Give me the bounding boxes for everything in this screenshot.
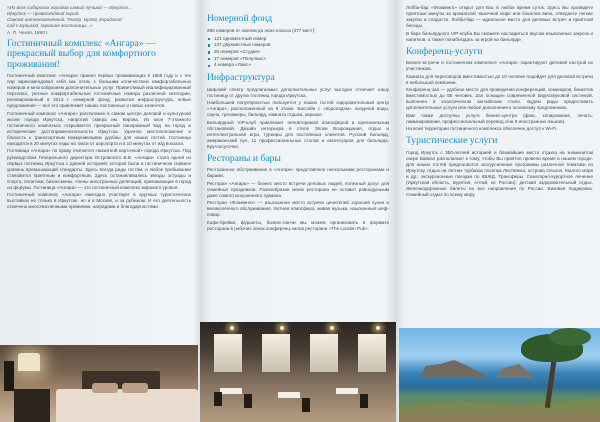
heading-restaurants: Рестораны и бары — [207, 152, 281, 164]
conference-text — [406, 60, 593, 132]
quote-author: А. П. Чехов, 1890 г. — [7, 29, 49, 35]
ceiling-light — [280, 326, 284, 330]
cliff-shape — [495, 364, 535, 378]
paragraph: Гостиничный комплекс «Ангара» ежегодно участвует в крупных туристических выставках не только в Иркутске, но и в Москве, и за рубежом. И его деятельность отмечена многочисленными премиями, наградами и благодарностями. — [7, 192, 191, 210]
column-right — [399, 0, 600, 422]
chekhov-quote — [7, 5, 191, 29]
paragraph: Конференц-зал — удобное место для проведения конференций, семинаров, банкетов вместимостью до 55 человек. Зал оснащен современной видеозвуковой системой, выполнен в классическом английском стиле. Будем рады предоставить дополнительные услуги или любое дополнение к основному предложению. — [406, 87, 593, 111]
paragraph: Комната для переговоров вместимостью до 10 человек подойдет для деловой встречи в небольшой компании. — [406, 73, 593, 85]
window-shape — [358, 334, 386, 372]
paragraph: Кофе-брейки, фуршеты, бизнес-ланчи мы можем организовать в формате ресторана в рабочих зонах конференц-залов ресторане «The London Pub». — [207, 219, 389, 231]
chair-shape — [214, 392, 222, 406]
paragraph: Ресторан «Ангара» — бизнес место встречи деловых людей, полезный досуг для семейных праздников. Разнообразие меню ресторана не оставит равнодушным даже самого искушенного гурмана. — [207, 180, 389, 198]
column-left — [0, 0, 198, 422]
infra-text — [207, 87, 389, 150]
pillow-shape — [122, 383, 148, 393]
bed-shape — [56, 389, 198, 422]
heading-rooms: Номерной фонд — [207, 13, 273, 24]
rooms-list — [207, 36, 389, 70]
paragraph: В баре бильярдного VIP-клуба Вы сможете насладиться вкусом изысканных закусок и напитков, а также понаблюдать за игрой на бильярде. — [406, 30, 593, 42]
quote-line: «Из всех сибирских городов самый лучший — Иркутск... — [7, 5, 132, 10]
ceiling-light — [230, 326, 234, 330]
list-item: 137 двухместных номеров — [207, 42, 389, 49]
paragraph: Город Иркутск с 350-летней историей и ближайшие место отдыха на знаменитом озере Байкал располагают к тому, чтобы Вы приятно провели время в нашем городе. Для наших гостей предлагаются экскурсионные программы различной тематики по Иркутску, отдых на летних турбазах поселка Листвянка, острова Ольхон, Малого моря и др.; экскурсионные поездки по КБЖД. Трансферы. Санаторно-курортное лечение (Иркутская область, Бурятия, Алтай, юг России); детский оздоровительный отдых. Железнодорожные билеты на все направления по России. Визовая поддержка. Семейный отдых по всему миру. — [406, 149, 593, 198]
cliff-shape — [419, 358, 489, 378]
paragraph: Ресторан «Фламинго» — изысканное место встречи ценителей хорошей кухни и великолепного обслуживания. Уютная атмосфера, живая музыка, изысканный шеф-повар. — [207, 200, 389, 218]
table-shape — [220, 388, 242, 394]
window-shape — [214, 334, 242, 372]
tourism-text — [406, 150, 593, 198]
paragraph: Широкий спектр предлагаемых дополнительных услуг выгодно отличает нашу гостиницу от других гостиниц города Иркутска. — [207, 86, 389, 98]
shore-shape — [399, 396, 600, 422]
pillow-shape — [92, 383, 118, 393]
col1-text — [7, 73, 191, 210]
ceiling-light — [330, 326, 334, 330]
paragraph: Гостиница «Ангара» по праву считается «визитной карточкой» города Иркутска. Под руководством Генерального директора Островского В.В. «Ангара» стала одной из первых гостиниц Иркутска с давней историей, которая была в гостиничном сервисе уровень превышающий стандарты. Здесь всегда рады гостям, и любое пребывание становится приятным и комфортным. Здесь останавливались звезды эстрады и спорта, политики, бизнесмены, члены иностранных делегаций, приезжающие в город на форумы. Гостиница «Ангара» — это гостиничный комплекс мирового уровня. — [7, 148, 191, 190]
ceiling-light — [376, 326, 380, 330]
paragraph: Лобби-бар «Фламинго» открыт для Вас в любое время суток. Здесь Вы проведете приятные минуты за ароматной чашечкой кофе или бокалом вина, отведаете легкие закуски и сладости. Лобби-бар — идеальное место для деловых встреч и приятной беседы. — [406, 5, 593, 29]
chair-shape — [244, 394, 252, 408]
baikal-lake-photo — [399, 328, 600, 422]
quote-line: Совсем интеллигентный. Театр, музей, городской — [7, 16, 122, 22]
list-item: 121 одноместный номер — [207, 36, 389, 43]
nightstand-shape — [14, 389, 50, 422]
table-shape — [336, 388, 358, 394]
quote-line: Иркутск — превосходный город. — [7, 10, 80, 16]
paragraph: Гостиничный комплекс «Ангара» расположен в самом центре деловой и культурной жизни города Иркутска, напротив сквера им. Кирова. Из окон 7-этажного гостиничного комплекса открывается прекрасный панорамный вид на город и исторические достопримечательности Иркутска. Удачное местоположение и близость к транспортным коммуникациям удобны для наших гостей. Гостиница находится в 20 минутах езды на такси от аэропорта и в 10 минутах от ж/д вокзала. — [7, 110, 191, 147]
heading-conference: Конференц-услуги — [406, 45, 483, 57]
window-shape — [310, 334, 338, 372]
list-item: 4 номера «Люкс» — [207, 62, 389, 69]
window-shape — [262, 334, 290, 372]
list-item: 20 номеров «Студия» — [207, 49, 389, 56]
rooms-intro: 296 номеров от эконом до люкс-класса (477 мест): — [207, 27, 316, 33]
paragraph: Ресторанное обслуживание в «Ангаре» представлено несколькими ресторанами и барами. — [207, 167, 389, 179]
tv-shape — [4, 361, 14, 391]
heading-tourism: Туристические услуги — [406, 135, 498, 147]
paragraph: Наибольшей популярностью пользуется у наших гостей оздоровительный центр «Ангара», расположенный на 8 этаже. Бассейн с «водопадом» лазурной воды, сауна, тренажеры, бильярд, комната отдыха, караоке. — [207, 100, 389, 118]
paragraph: На всей территории гостиничного комплекса обеспечен доступ к Wi-Fi. — [406, 126, 558, 132]
paragraph: Вам также доступны услуги бизнес-центра (факс, копирование, печать, ламинирование, профессиональный перевод с/на 9 иностранных языков). — [406, 112, 593, 124]
paragraph: Гостиничный комплекс «Ангара» принял первых проживающих в 1969 году и с тех пор зарекомендовал себя как отель с большим количеством комфортабельных номеров и многообразием дополнительных услуг. Приветливый квалифицированный персонал, уютные комфортабельные гостиничные номера различной категории, реновированный в 2013 г. номерной фонд, развитая инфраструктура, новые предложения — все это привлекает наших постоянных и новых клиентов. — [7, 73, 191, 109]
heading-infrastructure: Инфраструктура — [207, 72, 275, 84]
lamp-shape — [18, 353, 40, 371]
paragraph: Бизнес-встречи в гостиничном комплексе «Ангара» гарантируют деловой настрой их участникам. — [406, 60, 593, 72]
restaurants-text — [207, 167, 389, 232]
paragraph: Бильярдный VIP-клуб привлекает неповторимой атмосферой и оригинальным обстановкой. Дизайн интерьера в стиле Эпохи Возрождения, отдых и интеллектуальная игра, турниры для постоянных клиентов. Русский бильярд, американский пул, 11 профессиональных столов и аксессуаров для бильярда. Круглосуточно. — [207, 119, 389, 149]
table-shape — [278, 392, 300, 398]
list-item: 17 номеров «Полулюкс» — [207, 56, 389, 63]
chair-shape — [360, 394, 368, 408]
column-middle — [200, 0, 396, 422]
chair-shape — [302, 398, 310, 412]
heading-complex: Гостиничный комплекс «Ангара» — прекрасный выбор для комфортного проживания! — [7, 37, 156, 70]
restaurant-photo — [200, 322, 396, 422]
tree-crown — [549, 328, 591, 346]
bedroom-photo — [0, 345, 198, 422]
bar-text — [406, 5, 593, 43]
quote-line: сад с музыкой, хорошие гостиницы...» — [7, 22, 93, 28]
